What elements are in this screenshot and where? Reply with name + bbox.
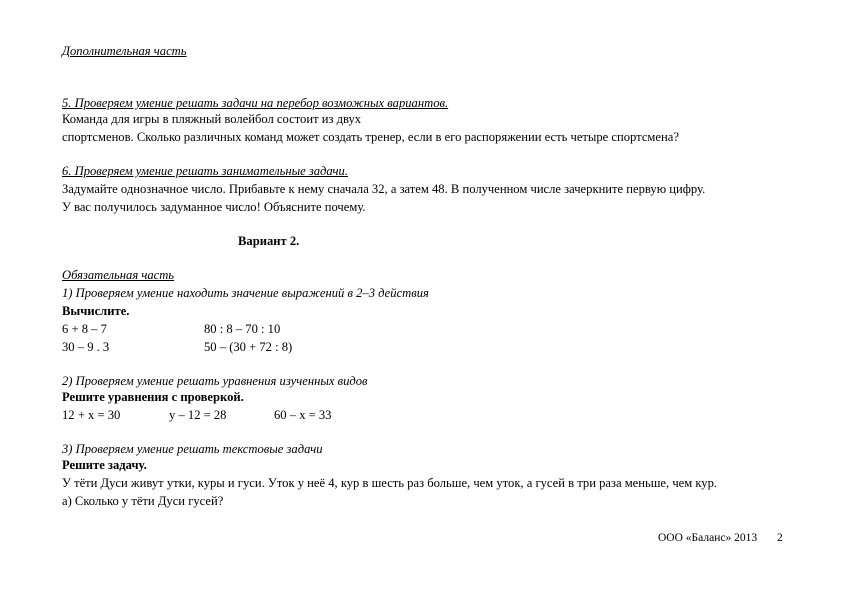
task1-expression-4: 50 – (30 + 72 : 8) [204,340,293,354]
variant-title: Вариант 2. [238,234,300,248]
task3-text-line1: У тёти Дуси живут утки, куры и гуси. Уток у неё 4, кур в шесть раз больше, чем уток, а гусей в три раза меньше, чем кур. [62,476,718,490]
task3-instruction: Решите задачу. [62,458,147,472]
task3-heading: 3) Проверяем умение решать текстовые задачи [62,442,323,456]
task5-text-line2: спортсменов. Сколько различных команд может создать тренер, если в его распоряжении есть четыре спортсмена? [62,130,679,144]
task6-heading: 6. Проверяем умение решать занимательные задачи. [62,164,348,178]
task5-heading: 5. Проверяем умение решать задачи на перебор возможных вариантов. [62,96,449,110]
task5-text-line1: Команда для игры в пляжный волейбол состоит из двух [62,112,362,126]
mandatory-part-heading: Обязательная часть [62,268,175,282]
task1-expression-1: 6 + 8 – 7 [62,322,107,336]
task2-equation-3: 60 – х = 33 [274,408,332,422]
footer-page-number: 2 [777,532,783,544]
task1-expression-3: 30 – 9 . 3 [62,340,110,354]
task2-heading: 2) Проверяем умение решать уравнения изученных видов [62,374,368,388]
task1-heading: 1) Проверяем умение находить значение выражений в 2–3 действия [62,286,429,300]
task1-instruction: Вычислите. [62,304,130,318]
task3-text-line2: а) Сколько у тёти Дуси гусей? [62,494,224,508]
footer-company: ООО «Баланс» 2013 [658,532,758,544]
task6-text-line1: Задумайте однозначное число. Прибавьте к нему сначала 32, а затем 48. В полученном числе зачеркните первую цифру. [62,182,706,196]
additional-part-heading: Дополнительная часть [62,44,187,58]
task1-expression-2: 80 : 8 – 70 : 10 [204,322,281,336]
task6-text-line2: У вас получилось задуманное число! Объясните почему. [62,200,366,214]
task2-equation-2: у – 12 = 28 [169,408,227,422]
task2-equation-1: 12 + х = 30 [62,408,121,422]
task2-instruction: Решите уравнения с проверкой. [62,390,244,404]
